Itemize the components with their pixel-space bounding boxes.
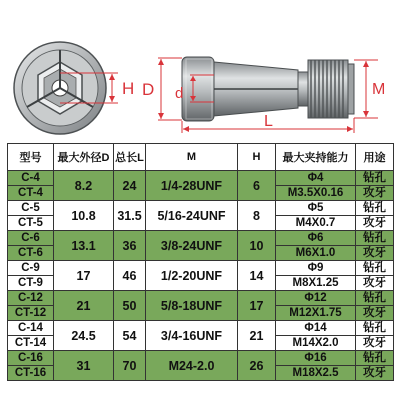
header-h: H [238,144,276,171]
use-cell: 攻牙 [356,306,394,321]
thread-cell: 5/8-18UNF [146,291,238,321]
h-cell: 6 [238,171,276,201]
length-cell: 54 [114,321,146,351]
clamp-cell: Φ16 [276,351,356,366]
length-cell: 24 [114,171,146,201]
clamp-cell: Φ9 [276,261,356,276]
outer-d-cell: 13.1 [54,231,114,261]
model-cell: C-16 [8,351,54,366]
h-cell: 21 [238,321,276,351]
model-cell: CT-14 [8,336,54,351]
use-cell: 钻孔 [356,291,394,306]
model-cell: C-4 [8,171,54,186]
thread-cell: 3/8-24UNF [146,231,238,261]
table-row [8,231,394,246]
table-header-row [8,144,394,171]
clamp-cell: M4X0.7 [276,216,356,231]
header-length: 总长L [114,144,146,171]
thread-cell: 5/16-24UNF [146,201,238,231]
use-cell: 钻孔 [356,351,394,366]
table-row [8,261,394,276]
use-cell: 钻孔 [356,261,394,276]
model-cell: C-5 [8,201,54,216]
label-outer-d: D [142,80,155,99]
collet-diagram [0,0,400,140]
outer-d-cell: 24.5 [54,321,114,351]
use-cell: 攻牙 [356,246,394,261]
clamp-cell: M12X1.75 [276,306,356,321]
model-cell: C-12 [8,291,54,306]
model-cell: C-14 [8,321,54,336]
length-cell: 31.5 [114,201,146,231]
thread-cell: 3/4-16UNF [146,321,238,351]
header-thread: M [146,144,238,171]
outer-d-cell: 21 [54,291,114,321]
clamp-cell: Φ4 [276,171,356,186]
label-h: H [122,79,135,98]
model-cell: CT-6 [8,246,54,261]
use-cell: 钻孔 [356,201,394,216]
model-cell: CT-9 [8,276,54,291]
collet-side-view [182,57,354,121]
header-clamp: 最大夹持能力 [276,144,356,171]
use-cell: 攻牙 [356,366,394,381]
h-cell: 10 [238,231,276,261]
model-cell: C-6 [8,231,54,246]
h-cell: 17 [238,291,276,321]
clamp-cell: Φ5 [276,201,356,216]
model-cell: CT-5 [8,216,54,231]
clamp-cell: M6X1.0 [276,246,356,261]
clamp-cell: M8X1.25 [276,276,356,291]
spec-table [7,143,394,381]
use-cell: 钻孔 [356,321,394,336]
table-row [8,201,394,216]
clamp-cell: Φ14 [276,321,356,336]
clamp-cell: M14X2.0 [276,336,356,351]
thread-cell: 1/2-20UNF [146,261,238,291]
clamp-cell: Φ12 [276,291,356,306]
clamp-cell: M3.5X0.16 [276,186,356,201]
clamp-cell: M18X2.5 [276,366,356,381]
outer-d-cell: 10.8 [54,201,114,231]
use-cell: 攻牙 [356,276,394,291]
use-cell: 攻牙 [356,186,394,201]
model-cell: CT-4 [8,186,54,201]
outer-d-cell: 17 [54,261,114,291]
h-cell: 14 [238,261,276,291]
thread-cell: M24-2.0 [146,351,238,381]
length-cell: 46 [114,261,146,291]
clamp-cell: Φ6 [276,231,356,246]
length-cell: 50 [114,291,146,321]
model-cell: C-9 [8,261,54,276]
label-inner-d: d [175,85,184,102]
header-model: 型号 [8,144,54,171]
h-cell: 26 [238,351,276,381]
model-cell: CT-16 [8,366,54,381]
label-length: L [264,113,273,130]
table-row [8,321,394,336]
length-cell: 36 [114,231,146,261]
header-use: 用途 [356,144,394,171]
use-cell: 钻孔 [356,231,394,246]
dimension-m [354,60,385,118]
label-thread-m: M [372,81,386,98]
thread-cell: 1/4-28UNF [146,171,238,201]
model-cell: CT-12 [8,306,54,321]
h-cell: 8 [238,201,276,231]
header-max-outer-d: 最大外径D [54,144,114,171]
outer-d-cell: 8.2 [54,171,114,201]
table-row [8,351,394,366]
use-cell: 攻牙 [356,216,394,231]
use-cell: 钻孔 [356,171,394,186]
length-cell: 70 [114,351,146,381]
collet-end-view [14,42,106,134]
outer-d-cell: 31 [54,351,114,381]
table-row [8,291,394,306]
table-row [8,171,394,186]
use-cell: 攻牙 [356,336,394,351]
